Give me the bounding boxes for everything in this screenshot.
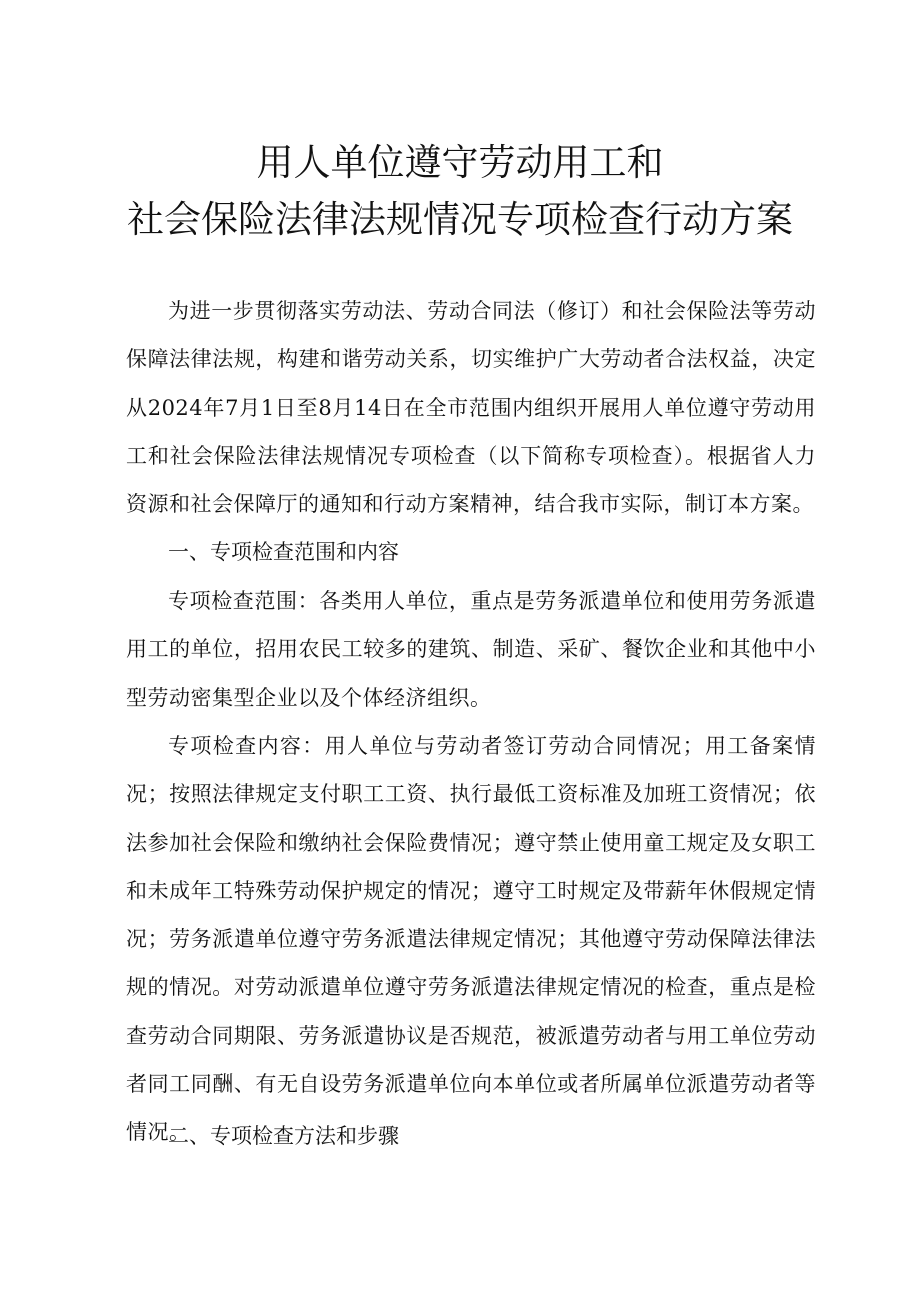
- content-paragraph: 专项检查内容：用人单位与劳动者签订劳动合同情况；用工备案情况；按照法律规定支付职工工资、执行最低工资标准及加班工资情况；依法参加社会保险和缴纳社会保险费情况；遵守禁止使用童工规定及女职工和未成年工特殊劳动保护规定的情况；遵守工时规定及带薪年休假规定情况；劳务派遣单位遵守劳务派遣法律规定情况；其他遵守劳动保障法律法规的情况。对劳动派遣单位遵守劳务派遣法律规定情况的检查，重点是检查劳动合同期限、劳务派遣协议是否规范，被派遣劳动者与用工单位劳动者同工同酬、有无自设劳务派遣单位向本单位或者所属单位派遣劳动者等情况。: [126, 734, 816, 1145]
- scope-paragraph: 专项检查范围：各类用人单位，重点是劳务派遣单位和使用劳务派遣用工的单位，招用农民工较多的建筑、制造、采矿、餐饮企业和其他中小型劳动密集型企业以及个体经济组织。: [126, 589, 816, 710]
- document-title-line-2: 社会保险法律法规情况专项检查行动方案: [127, 198, 793, 241]
- section-heading-2: 二、专项检查方法和步骤: [168, 1124, 399, 1148]
- section-heading-1: 一、专项检查范围和内容: [168, 540, 399, 564]
- document-title-line-1: 用人单位遵守劳动用工和: [256, 141, 664, 184]
- intro-paragraph: 为进一步贯彻落实劳动法、劳动合同法（修订）和社会保险法等劳动保障法律法规，构建和谐劳动关系，切实维护广大劳动者合法权益，决定从2024年7月1日至8月14日在全市范围内组织开展用人单位遵守劳动用工和社会保险法律法规情况专项检查（以下简称专项检查）。根据省人力资源和社会保障厅的通知和行动方案精神，结合我市实际，制订本方案。: [126, 299, 816, 517]
